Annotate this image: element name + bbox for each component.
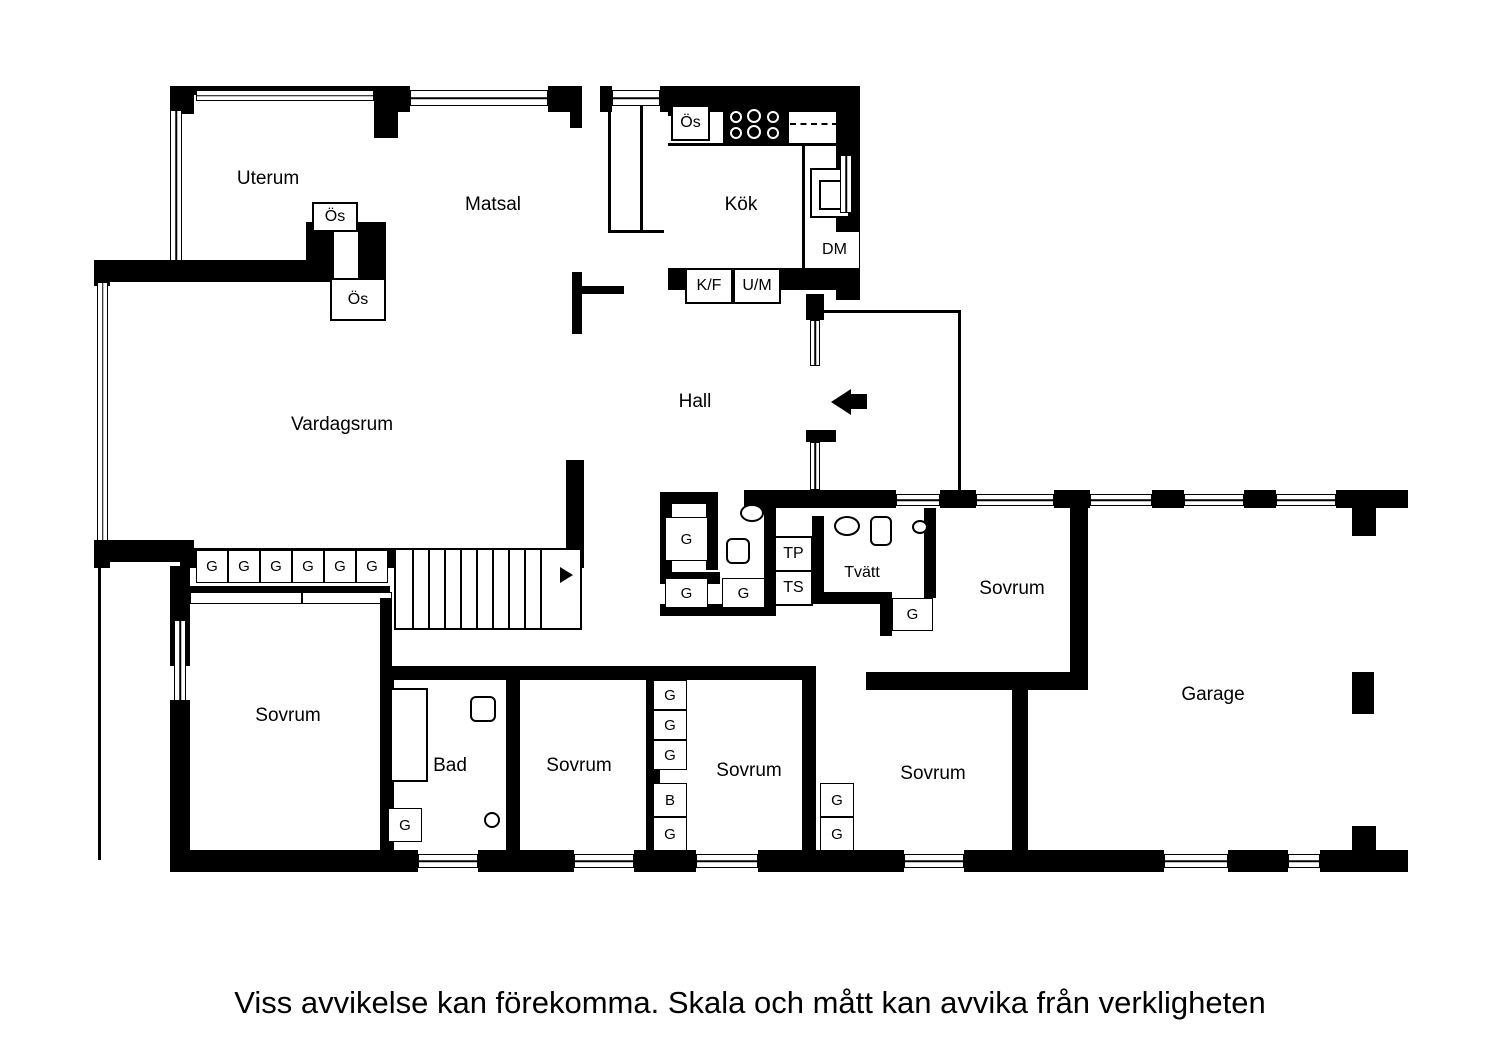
wall-hall-outer-thin-2 [820, 310, 960, 313]
room-label-sovrum-2: Sovrum [255, 705, 321, 726]
wall-garage-top-5 [1244, 490, 1276, 508]
wall-top-seg-b [548, 86, 570, 112]
appliance-tp: TP [774, 536, 813, 572]
window-bottom-6 [1288, 854, 1320, 868]
tvatt-sink [834, 516, 860, 536]
window-bottom-4 [904, 854, 964, 868]
closet-hall-6: G [356, 550, 388, 583]
wall-hall-stub-1 [572, 272, 582, 334]
room-label-sovrum-4: Sovrum [716, 760, 782, 781]
wall-uterum-bottom [94, 260, 334, 282]
room-label-vardagsrum: Vardagsrum [290, 414, 394, 435]
window-garage-top-5 [1276, 494, 1336, 506]
toilet-2 [870, 516, 892, 546]
wall-bottom-5 [964, 850, 1164, 872]
wall-hall-right-mid [806, 430, 836, 442]
closet-bad: G [388, 808, 422, 842]
appliance-kf: K/F [685, 268, 733, 304]
wall-sovrum2-right [380, 598, 392, 666]
closet-mid-b: B [653, 783, 687, 817]
closet-mid-1: G [653, 680, 687, 710]
wall-garage-top-right-corner [1352, 490, 1376, 536]
counter-matsal-1 [608, 106, 611, 232]
appliance-os-upper: Ös [312, 202, 358, 232]
bad-toilet [470, 696, 496, 722]
window-top-2 [612, 90, 660, 106]
wall-top-seg-c [570, 86, 582, 128]
wc-sink-1 [740, 504, 764, 522]
room-label-garage: Garage [1181, 684, 1245, 705]
closet-tvatt: G [892, 598, 933, 631]
wall-bottom-4 [758, 850, 904, 872]
wall-hall-outer-thin-1 [958, 310, 961, 492]
wall-left-sovrum-lower [170, 700, 190, 860]
wall-sovrum5-right [1012, 672, 1028, 854]
room-label-bad: Bad [433, 755, 467, 776]
tvatt-small-sink [912, 520, 928, 534]
entry-arrow-tail [851, 394, 867, 409]
wall-garage-top-3 [1054, 490, 1090, 508]
wall-garage-inner-vert [1070, 508, 1088, 674]
wall-hall-stub-2 [572, 286, 624, 294]
wall-tvatt-right [812, 516, 824, 604]
room-label-matsal: Matsal [465, 194, 521, 215]
room-label-kok: Kök [724, 194, 758, 215]
wall-sovrum3-top [506, 666, 660, 680]
counter-matsal-2 [608, 230, 664, 233]
appliance-os-kitchen: Ös [671, 105, 710, 141]
wall-garage-top-2 [940, 490, 976, 508]
closet-wc-2: G [665, 578, 708, 608]
closet-hall-5: G [324, 550, 356, 583]
window-top-1 [410, 90, 548, 106]
wall-closet-line-1 [190, 592, 302, 604]
wall-bottom-6 [1228, 850, 1288, 872]
stairs-direction-arrow-icon [560, 567, 573, 583]
window-garage-top-4 [1184, 494, 1244, 506]
wall-sovrum5-top [866, 672, 1026, 688]
appliance-ts: TS [774, 570, 813, 606]
room-label-hall: Hall [678, 391, 712, 412]
wall-kitchen-bottom-right [836, 268, 860, 294]
counter-kitchen-right [802, 143, 805, 269]
wall-closet-line-2 [302, 592, 392, 604]
counter-kitchen-top [668, 143, 838, 146]
room-label-sovrum-5: Sovrum [900, 763, 966, 784]
closet-mid-3: G [653, 740, 687, 770]
window-bottom-3 [696, 854, 758, 868]
bad-small-sink [484, 812, 500, 828]
staircase [394, 548, 582, 630]
wall-bottom-2 [478, 850, 574, 872]
wall-left-thin [98, 566, 101, 860]
closet-hall-4: G [292, 550, 324, 583]
wall-tvatt-closet-left [880, 592, 892, 636]
window-uterum-left [170, 110, 182, 262]
wall-bottom-1 [170, 850, 418, 872]
toilet-1 [726, 538, 750, 564]
bad-vanity [390, 688, 428, 782]
wall-os-right [358, 222, 386, 282]
window-bottom-2 [574, 854, 634, 868]
wall-bad-right [506, 666, 520, 850]
wall-garage-side-block [1352, 672, 1374, 714]
closet-wc-3: G [722, 578, 765, 608]
appliance-dm: DM [810, 232, 859, 268]
window-kitchen-right [840, 155, 852, 213]
appliance-os-lower: Ös [330, 278, 386, 321]
window-bottom-5 [1164, 854, 1228, 868]
closet-mid-fill [646, 770, 654, 784]
room-label-tvatt: Tvätt [844, 564, 880, 581]
wall-bottom-right-corner [1352, 826, 1376, 872]
window-left-vardagsrum [97, 282, 108, 544]
counter-dashed-bottom [783, 285, 838, 287]
closet-mid-4: G [653, 817, 687, 851]
closet-hall-3: G [260, 550, 292, 583]
room-label-sovrum-3: Sovrum [546, 755, 612, 776]
stove-hob [723, 105, 789, 143]
window-garage-top-3 [1090, 494, 1152, 506]
wall-garage-top-4 [1152, 490, 1184, 508]
closet-wc-1: G [665, 517, 708, 561]
wall-top-uterum-right [374, 86, 398, 138]
wall-bottom-3 [634, 850, 696, 872]
disclaimer-caption: Viss avvikelse kan förekomma. Skala och mått kan avvika från verkligheten [234, 985, 1266, 1020]
counter-dashed-top [790, 123, 838, 125]
closet-right-1: G [820, 783, 854, 817]
closet-mid-2: G [653, 710, 687, 740]
closet-hall-1: G [196, 550, 228, 583]
window-garage-top-2 [976, 494, 1054, 506]
wall-hall-right-upper [806, 294, 824, 320]
wall-bad-top [380, 666, 520, 680]
appliance-um: U/M [733, 268, 781, 304]
window-bottom-1 [418, 854, 478, 868]
entry-arrow-icon [831, 389, 851, 415]
wall-sovrum4-right [802, 666, 816, 850]
closet-hall-2: G [228, 550, 260, 583]
window-uterum-top [196, 90, 374, 101]
window-hall-door-2 [810, 442, 820, 490]
room-label-sovrum-1: Sovrum [979, 578, 1045, 599]
closet-right-2: G [820, 817, 854, 851]
counter-matsal-3 [640, 106, 643, 232]
wall-sovrum4-top [646, 666, 816, 680]
room-label-uterum: Uterum [236, 168, 300, 189]
window-garage-top-1 [896, 494, 940, 506]
wall-left-lower-corner [94, 540, 110, 568]
window-hall-door-1 [810, 320, 820, 366]
wall-top-seg-a [398, 86, 410, 112]
window-left-sovrum [174, 620, 186, 710]
